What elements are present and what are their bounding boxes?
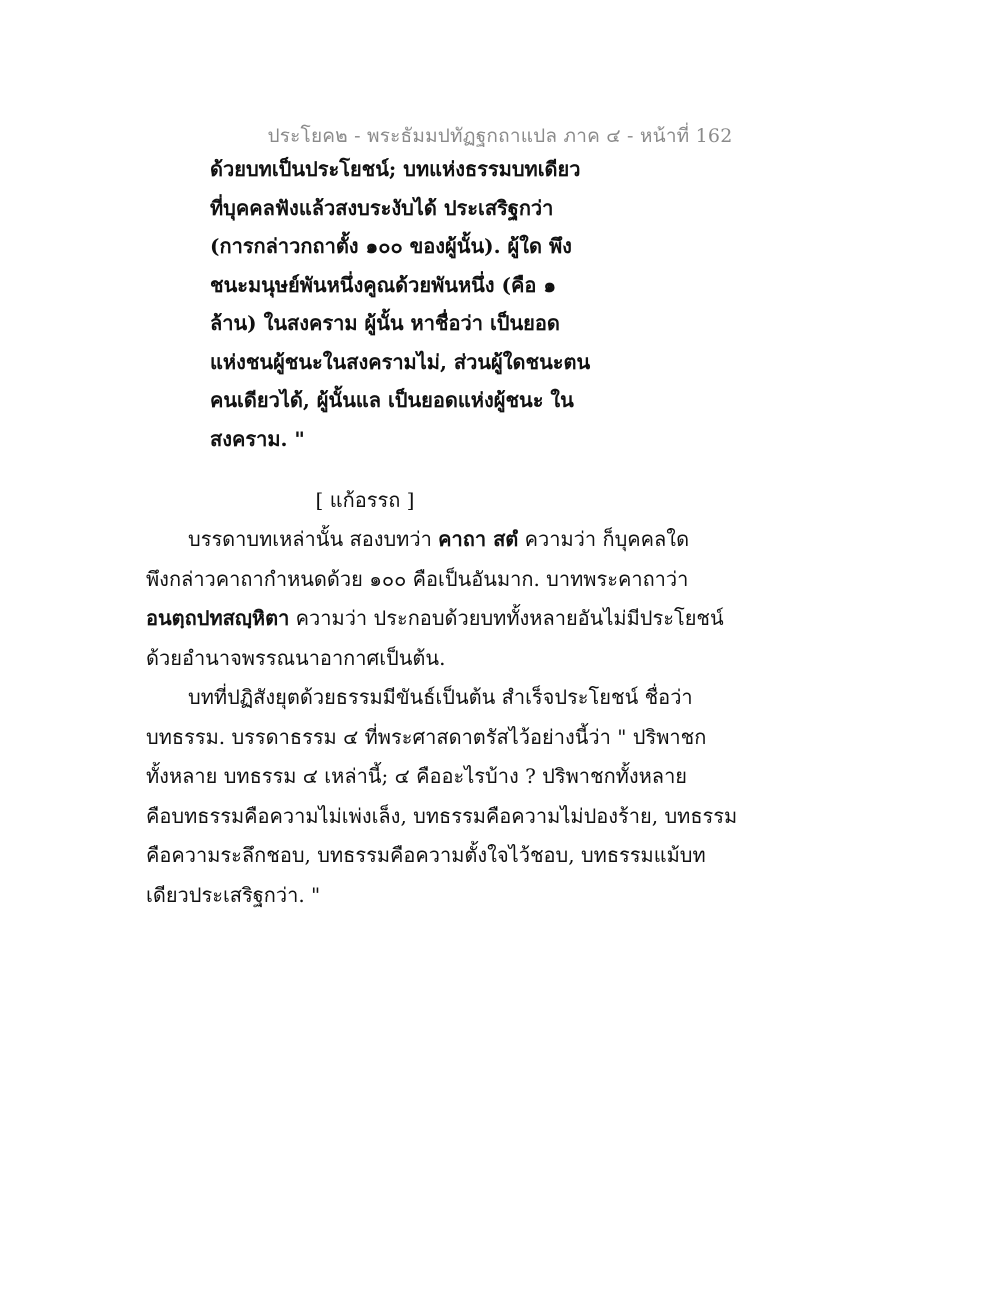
verse-line: ด้วยบทเป็นประโยชน์; บทแห่งธรรมบทเดียว: [210, 157, 581, 181]
commentary-body: [146, 520, 736, 915]
paragraph-line: ทั้งหลาย บทธรรม ๔ เหล่านี้; ๔ คืออะไรบ้าง ? ปริพาชกทั้งหลาย: [146, 764, 688, 788]
paragraph-line: ด้วยอำนาจพรรณนาอากาศเป็นต้น.: [146, 645, 446, 670]
verse-line: ชนะมนุษย์พันหนึ่งคูณด้วยพันหนึ่ง (คือ ๑: [210, 272, 557, 297]
verse-line: ที่บุคคลฟังแล้วสงบระงับได้ ประเสริฐกว่า: [210, 195, 554, 220]
verse-line: สงคราม. ": [210, 426, 305, 451]
paragraph-line: คือความระลึกชอบ, บทธรรมคือความตั้งใจไว้ชอบ, บทธรรมแม้บท: [146, 843, 706, 867]
verse-line: แห่งชนผู้ชนะในสงครามไม่, ส่วนผู้ใดชนะตน: [210, 349, 591, 374]
paragraph-line: เดียวประเสริฐกว่า. ": [146, 882, 321, 907]
paragraph-line: พึงกล่าวคาถากำหนดด้วย ๑๐๐ คือเป็นอันมาก. บาทพระคาถาว่า: [146, 566, 689, 591]
verse-block: [210, 150, 630, 458]
section-heading: [ แก้อรรถ ]: [315, 488, 415, 512]
paragraph-line: บทธรรม. บรรดาธรรม ๔ ที่พระศาสดาตรัสไว้อย่างนี้ว่า " ปริพาชก: [146, 724, 707, 749]
verse-line: คนเดียวได้, ผู้นั้นแล เป็นยอดแห่งผู้ชนะ ใน: [210, 388, 574, 412]
verse-line: (การกล่าวกถาตั้ง ๑๐๐ ของผู้นั้น). ผู้ใด พึง: [210, 234, 572, 258]
page-header: ประโยค๒ - พระธัมมปทัฏฐกถาแปล ภาค ๔ - หน้าที่ 162: [267, 125, 733, 147]
pali-term: อนตฺถปทสญฺหิตา: [146, 606, 290, 630]
verse-line: ล้าน) ในสงคราม ผู้นั้น หาชื่อว่า เป็นยอด: [210, 311, 560, 335]
paragraph-line: คือบทธรรมคือความไม่เพ่งเล็ง, บทธรรมคือความไม่ปองร้าย, บทธรรม: [146, 803, 738, 828]
pali-term: คาถา สตํ: [438, 527, 519, 551]
paragraph-line: บทที่ปฏิสังยุตด้วยธรรมมีขันธ์เป็นต้น สำเร็จประโยชน์ ชื่อว่า: [188, 685, 693, 709]
paragraph-line: [146, 599, 736, 639]
text-run: ความว่า ประกอบด้วยบททั้งหลายอันไม่มีประโยชน์: [289, 606, 724, 630]
text-run: บรรดาบทเหล่านั้น สองบทว่า: [188, 527, 439, 551]
paragraph-line: [146, 520, 736, 560]
text-run: ความว่า ก็บุคคลใด: [518, 527, 690, 551]
